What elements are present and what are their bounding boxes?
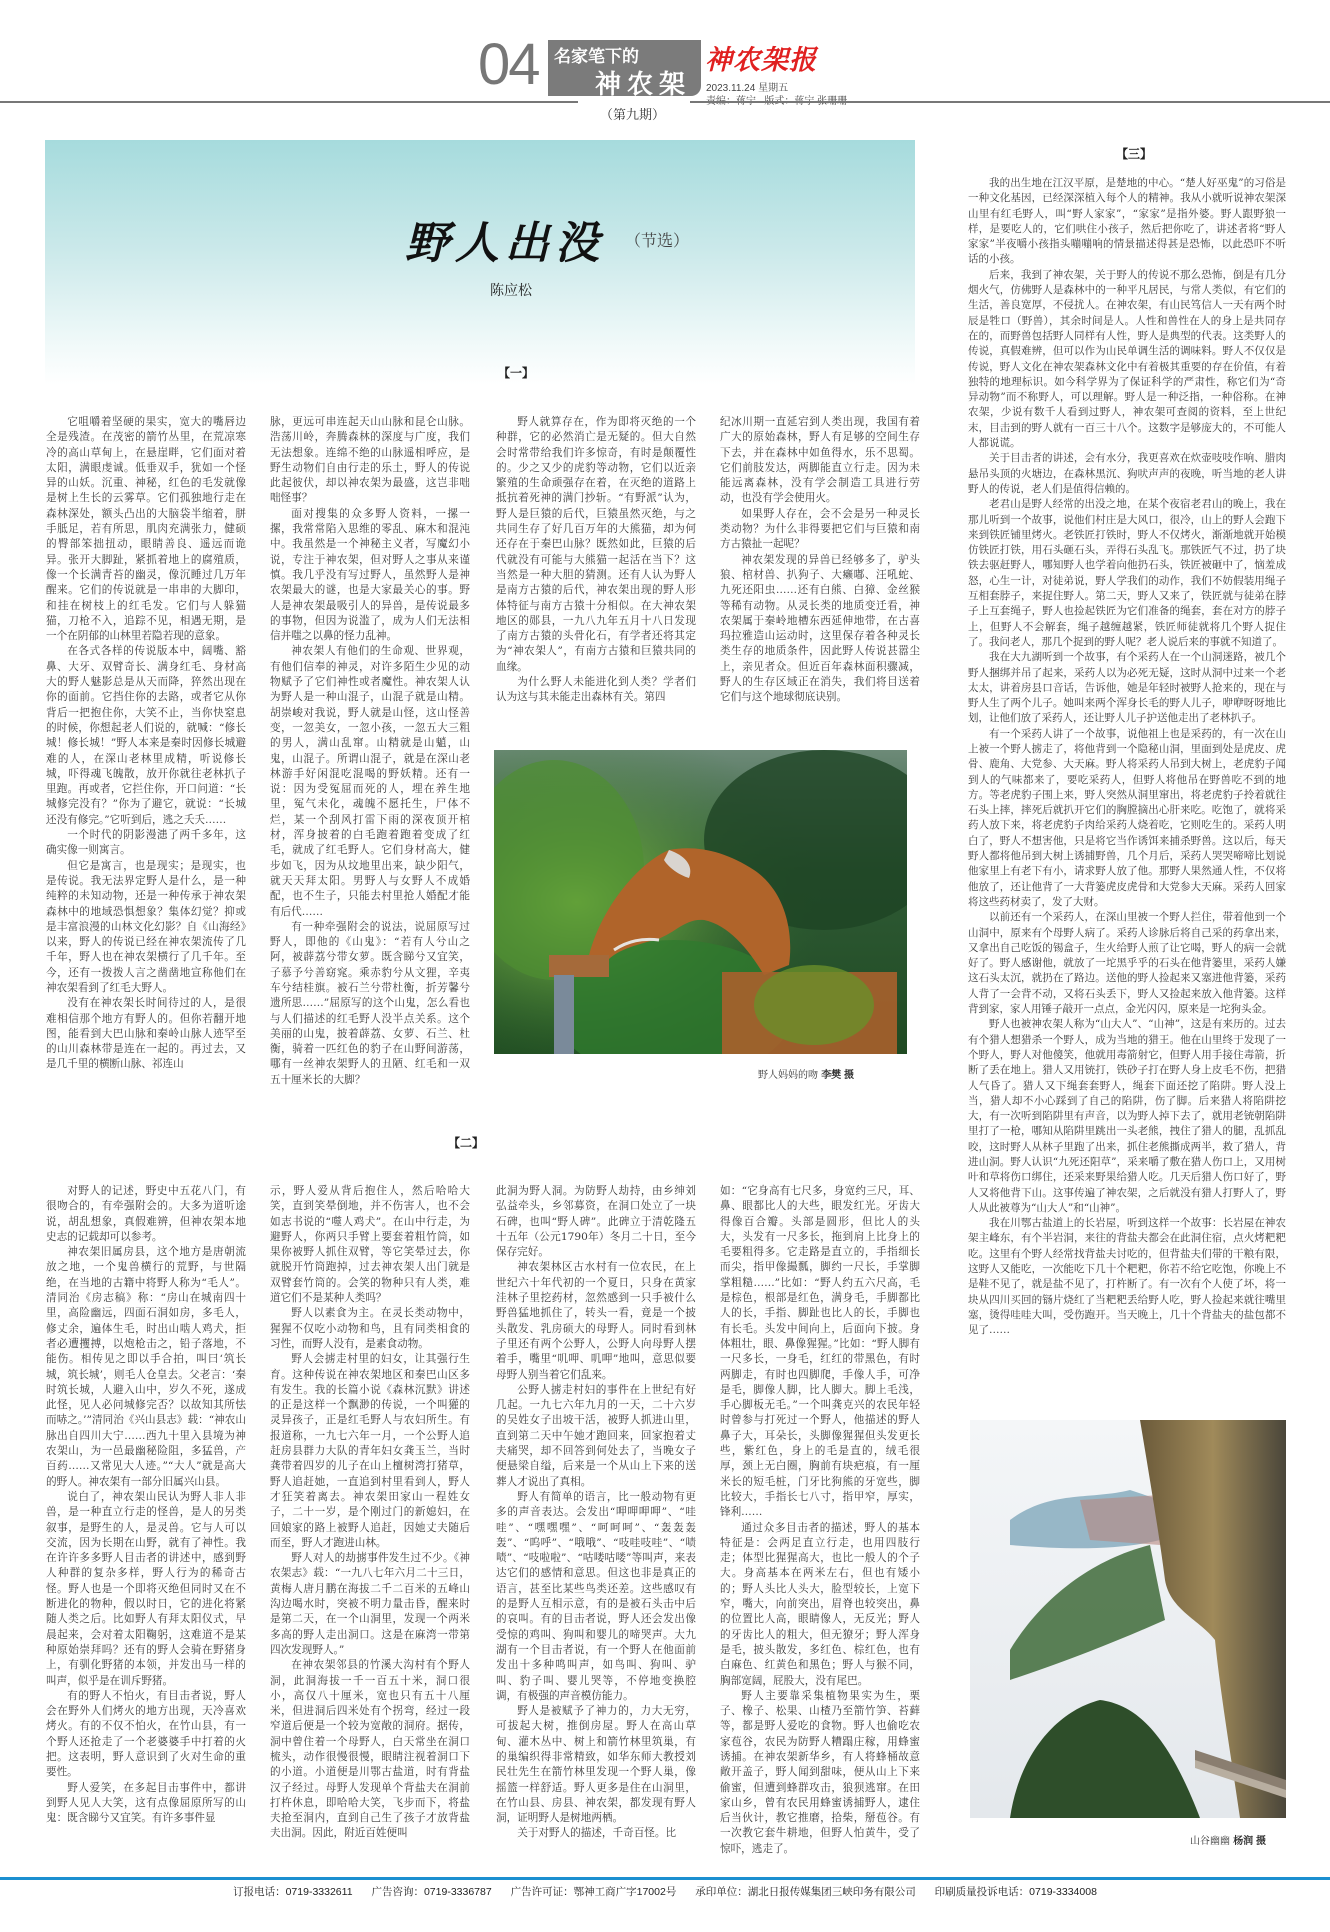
paragraph: 脉，更远可串连起天山山脉和昆仑山脉。浩荡川岭，奔腾森林的深度与广度，我们无法想象。连绵不绝的山脉遥相呼应，是野生动物们自由行走的乐土，野人的传说此起彼伏，却以神农架为最盛，这岂非咄咄怪事？ xyxy=(270,416,470,505)
footer-printer: 承印单位：湖北日报传媒集团三峡印务有限公司 xyxy=(695,1886,916,1898)
paragraph: 有一种牵强附会的说法，说屈原写过野人，即他的《山鬼》：“若有人兮山之阿，被薜荔兮带女萝。既含睇兮又宜笑，子慕予兮善窈窕。乘赤豹兮从文狸，辛夷车兮结桂旗。被石兰兮带杜衡，折芳馨兮遗所思……”屈原写的这个山鬼，怎么看也与人们描述的红毛野人没半点关系。这个美丽的山鬼，披着薜荔、女萝、石兰、杜衡，骑着一匹红色的豹子在山野间游荡，哪有一丝神农架野人的丑陋、红毛和一双五十厘米长的大脚？ xyxy=(270,920,470,1085)
paragraph: 神农架人有他们的生命观、世界观，有他们信奉的神灵，对许多陌生少见的动物赋予了它们神性或者魔性。神农架人认为野人是一种山混子，山混子就是山精。胡崇峻对我说，野人就是山怪，这山怪善变，一忽美女，一忽小孩，一忽五大三粗的男人，满山乱窜。山精就是山魈，山鬼，山混子。所谓山混子，就是在深山老林游手好闲混吃混喝的野妖精。还有一说：因为受冤屈而死的人，埋在养生地里，冤气未化，魂魄不愿托生，尸体不烂，某一个刮风打雷下雨的深夜顶开棺材，浑身披着的白毛跑着跑着变成了红毛，就成了红毛野人。它们身材高大，健步如飞，因为从坟地里出来，缺少阳气，就天天拜太阳。男野人与女野人不成婚配，也不生子，只能去村里抢人婚配才能有后代…… xyxy=(270,645,470,918)
paragraph: 野人有简单的语言，比一般动物有更多的声音表达。会发出“呷呷呷呷”、“哇哇”、“嘿嘿嘿”、“呵呵呵”、“轰轰轰轰”、“呜呼”、“哦哦”、“吱哇吱哇”、“啧啧”、“吱啦啦”、“咕喽咕喽”等叫声，来表达它们的感情和意思。但这也非是真正的语言，甚至比某些鸟类还差。这些感叹有的是野人互相示意，有的是被石头击中后的哀叫。有的目击者说，野人还会发出像受惊的鸡叫、狗叫和婴儿的啼哭声。大九湖有一个目击者说，有一个野人在他面前发出十多种鸣叫声，如鸟叫、狗叫、驴叫、豹子叫、婴儿哭等，不停地变换腔调，有极强的声音模仿能力。 xyxy=(496,1490,696,1702)
paragraph: 野人也被神农架人称为“山大人”、“山神”，这是有来历的。过去有个猎人想猎杀一个野人，成为当地的猎王。他在山里终于发现了一个野人，野人对他傻笑，他就用毒箭射它，但野人用手接住毒箭，折断了丢在地上。猎人又用铳打，铁砂子打在野人身上皮毛不伤，把猎人气昏了。猎人又下绳套套野人，绳套下面还挖了陷阱。野人没上当，猎人却不小心踩到了自己的陷阱，伤了脚。后来猎人将陷阱挖大，有一次听到陷阱里有声音，以为野人掉下去了，就用老铳朝陷阱里打了一枪，哪知从陷阱里跳出一头老熊，拽住了猎人的腿，乱抓乱咬，这时野人从林子里跑了出来，抓住老熊撕成两半，救了猎人，背进山洞。野人认识“九死还阳草”，采来嚼了敷在猎人伤口上，又用树叶和草将伤口绑住，还采来野果给猎人吃。几天后猎人伤口好了，野人又将他背下山。这事传遍了神农架，之后就没有猎人打野人了，野人从此被尊为“山大人”和“山神”。 xyxy=(968,1018,1286,1214)
paragraph: 示，野人爱从背后抱住人，然后哈哈大笑，直到笑晕倒地，并不伤害人，也不会如志书说的“噬人鸡犬”。在山中行走，为避野人，你两只手臂上要套着粗竹筒，如果你被野人抓住双臂，等它笑晕过去，你就脱开竹筒跑掉，过去神农架人出门就是双臂套竹筒的。会笑的物种只有人类，难道它们不是某种人类吗？ xyxy=(270,1185,470,1305)
photo1-caption xyxy=(758,1066,854,1081)
footer-ad-license: 广告许可证：鄂神工商广字17002号 xyxy=(510,1886,677,1898)
masthead-rule-left xyxy=(0,101,578,103)
paragraph: 神农架发现的异兽已经够多了，驴头狼、棺材兽、扒狗子、大癞嘟、汪吼蛇、九死还阳虫……还有白熊、白獐、金丝猴等稀有动物。从灵长类的地质变迁看，神农架属于秦岭地槽东西延伸地带，在古喜玛拉雅造山运动时，这里保存着各种灵长类生存的地质条件，因此野人传说甚嚣尘上，亲见者众。但近百年森林面积骤减，野人的生存区域正在消失，我们将目送着它们与这个地球彻底诀别。 xyxy=(720,553,920,704)
editor-line xyxy=(706,92,847,107)
article-author: 陈应松 xyxy=(490,282,532,298)
column-banner xyxy=(548,40,701,100)
footer-subscription: 订报电话：0719-3332611 xyxy=(233,1886,353,1898)
paragraph: 野人主要靠采集植物果实为生，栗子、橡子、松果、山楂乃至箭竹笋、苔藓等，都是野人爱吃的食物。野人也偷吃农家苞谷，农民为防野人糟蹋庄稼，用蜂蜜诱捕。在神农架新华乡，有人将蜂桶故意敞开盖子，野人闻到甜味，便从山上下来偷蜜，但遭到蜂群攻击，狼狈逃窜。在田家山乡，曾有农民用蜂蜜诱捕野人，逮住后当伙计，教它推磨，拾柴，掰苞谷。有一次教它套牛耕地，但野人怕黄牛，受了惊吓，逃走了。 xyxy=(720,1689,920,1855)
issue-number: （第九期） xyxy=(600,107,666,122)
paragraph: 关于对野人的描述，千奇百怪。比 xyxy=(517,1827,677,1840)
newspaper-logo: 神农架报 xyxy=(705,45,817,76)
section-3-label: 【三】 xyxy=(1116,147,1153,161)
section-1-column-a xyxy=(46,415,246,1085)
section-1-column-d xyxy=(720,415,920,705)
paragraph: 后来，我到了神农架，关于野人的传说不那么恐怖，倒是有几分烟火气，仿佛野人是森林中的一种平凡居民，与常人类似，有它们的生活，善良宽厚，不侵扰人。在神农架，有山民笃信人一天有两个时辰是牲口（野兽），其余时间是人。人性和兽性在人的身上是共同存在的，而野兽包括野人同样有人性，野人是典型的代表。这类野人的传说，真假难辨，但可以作为山民单调生活的调味料。野人不仅仅是传说，野人文化在神农架森林文化中有着极其重要的存在价值，有着独特的地理标识。如今科学界为了保证科学的严肃性，称它们为“奇异动物”而不称野人，可以理解。野人是一种泛指，一种俗称。在神农架，少说有数千人看到过野人，神农架可查阅的资料，至上世纪末，目击到的野人就有一百三十八个。这数字是够庞大的，不可能人人都说谎。 xyxy=(968,268,1286,450)
article-title-tag: （节选） xyxy=(625,233,690,250)
footer-complaint: 印刷质量投诉电话：0719-3334008 xyxy=(934,1886,1097,1898)
paragraph: 此洞为野人洞。为防野人劫持，由乡绅刘弘益牵头，乡邻募资，在洞口处立了一块石碑，也叫“野人碑”。此碑立于清乾隆五十五年（公元1790年）冬月二十日，至今保存完好。 xyxy=(496,1185,696,1259)
paragraph: 野人就算存在，作为即将灭绝的一个种群，它的必然消亡是无疑的。但大自然会时常带给我们许多惊奇，有时是颠覆性的。少之又少的虎豹等动物，它们以近亲繁殖的生命顽强存在着，在灭绝的道路上抵抗着死神的满门抄斩。“有野派”认为，野人是巨猿的后代，巨猿虽然灭绝，与之共同生存了好几百万年的大熊猫，却为何还存在于秦巴山脉？既然如此，巨猿的后代就没有可能与大熊猫一起活在当下？这当然是一种大胆的猜测。还有人认为野人是南方古猿的后代，神农架出现的野人形体特征与南方古猿十分相似。在大神农架地区的郧县，一九八九年五月十八日发现了南方古猿的头骨化石，有学者还将其定为“神农架人”，有南方古猿和巨猿共同的血缘。 xyxy=(496,416,696,673)
paragraph: 关于目击者的讲述，会有水分，我更喜欢在炊壶吱吱作响、腊肉悬吊头顶的火塘边，在森林黑沉、狗吠声声的夜晚，听当地的老人讲野人的传说，老人们是值得信赖的。 xyxy=(968,452,1286,495)
section-1-column-b xyxy=(270,415,470,1085)
paragraph: 我的出生地在江汉平原，是楚地的中心。“楚人好巫鬼”的习俗是一种文化基因，已经深深植入每个人的精神。我从小就听说神农架深山里有红毛野人，叫“野人家家”，“家家”是指外婆。野人跟野狼一样，是要吃人的，它们哄住小孩子，然后把你吃了，讲述者将“野人家家”半夜嚼小孩指头嘣嘣响的情景描述得甚是恐怖，以此恐吓不听话的小孩。 xyxy=(968,177,1286,266)
paragraph: 通过众多目击者的描述，野人的基本特征是：会两足直立行走，也用四肢行走；体型比猩猩高大，也比一般人的个子大。身高基本在两米左右，但也有矮小的；野人头比人头大，脸型较长，上宽下窄，嘴大，向前突出，眉脊也较突出，鼻的位置比人高，眼睛像人，无反光；野人的牙齿比人的粗大，但无獠牙；野人浑身是毛，披头散发，多红色、棕红色，也有白麻色、红黄色和黑色；野人与猴不同，胸部宽阔，屁股大，没有尾巴。 xyxy=(720,1521,920,1687)
paragraph: 神农架旧属房县，这个地方是唐朝流放之地，一个鬼兽横行的荒野，与世隔绝，在当地的古籍中将野人称为“毛人”。清同治《房志稿》称：“房山在城南四十里，高险幽远，四面石洞如房，多毛人，修丈余，遍体生毛，时出山啮人鸡犬，拒者必遭攫搏，以炮枪击之，铅子落地，不能伤。相传见之即以手合拍，叫曰‘筑长城，筑长城’，则毛人仓皇去。父老言：‘秦时筑长城，人避入山中，岁久不死，遂成此怪，见人必问城修完否？以故知其所怯而哧之。’”清同治《兴山县志》载：“神农山脉出自四川大宁……西九十里入县境为神农架山，为一邑最幽秘险阻，多猛兽，产百药……又常见大人迹。”“大人”就是高大的野人。神农架有一部分旧属兴山县。 xyxy=(46,1246,246,1488)
paragraph: 野人会掳走村里的妇女，让其强行生育。这种传说在神农架地区和秦巴山区多有发生。我的长篇小说《森林沉默》讲述的正是这样一个飘渺的传说，一个叫獾的灵异孩子，正是红毛野人与农妇所生。有报道称，一九七六年一月，一个公野人追赶房县群力大队的青年妇女龚玉兰，当时龚带着四岁的儿子在山上檀树湾打猪草，野人追赶她，一直追到村里看到人，野人才狂笑着离去。神农架田家山一程姓女子，二十一岁，是个刚过门的新媳妇，在回娘家的路上被野人追赶，因她丈夫随后而至，野人才跑进山林。 xyxy=(270,1353,470,1549)
paragraph: 有的野人不怕火，有目击者说，野人会在野外人们烤火的地方出现，天冷喜欢烤火。有的不仅不怕火，在竹山县，有一个野人还抢走了一个老婆婆手中打着的火把。这表明，野人意识到了火对生命的重要性。 xyxy=(46,1689,246,1779)
masthead xyxy=(0,0,1330,130)
section-1-label: 【一】 xyxy=(498,366,535,380)
paragraph: 老君山是野人经常的出没之地，在某个夜宿老君山的晚上，我在那儿听到一个故事，说他们村庄是大风口，很冷，山上的野人会跑下来到铁匠铺里烤火。老铁匠打铁时，野人不仅烤火，渐渐地就开始模仿铁匠打铁，用石头砸石头，弄得石头乱飞。那铁匠气不过，扔了块铁去驱赶野人，哪知野人也学着向他扔石头，铁匠被砸中了，恼羞成怒，心生一计，对徒弟说，野人学我们的动作，我们不妨假装用绳子互相套脖子，来捉住野人。第二天，野人又来了，铁匠就与徒弟在脖子上互套绳子，野人也捡起铁匠为它们准备的绳套，套在对方的脖子上，但野人不会解套，绳子越缠越紧，铁匠师徒就将几个野人捉住了。我问老人，那几个捉到的野人呢？老人说后来的事就不知道了。 xyxy=(968,498,1286,648)
paragraph: 没有在神农架长时间待过的人，是很难相信那个地方有野人的。但你若翻开地图，能看到大巴山脉和秦岭山脉人迹罕至的山川森林带是连在一起的。再过去，又是几千里的横断山脉、祁连山 xyxy=(46,997,246,1071)
photo2-caption-credit: 杨润 摄 xyxy=(1233,1836,1266,1847)
paragraph: 如：“它身高有七尺多，身宽约三尺，耳、鼻、眼都比人的大些，眼发红光。牙齿大得像百合瓣。头部是圆形，但比人的头大，头发有一尺多长，拖到肩上比身上的毛要粗得多。它走路是直立的，手指细长而尖，指甲像撮瓢，脚约一尺长，手掌脚掌粗糙……”比如：“野人约五六尺高，毛是棕色，根部是红色，满身毛，手脚都比人的长，手指、脚趾也比人的长，手脚也有长毛。头发中间向上，后面向下披。身体粗壮，眼、鼻像猩猩。”比如：“野人脚有一尺多长，一身毛，红红的带黑色，有时两脚走，有时也四脚爬，手像人手，可净是毛，脚像人脚，比人脚大。脚上毛浅，手心脚板无毛。”一个叫龚克兴的农民年轻时曾参与打死过一个野人，他描述的野人鼻子大，耳朵长，头脚像猩猩但头发更长些，紫红色，身上的毛是直的，绒毛很厚，颈上无白圈，胸前有块疤痕，有一厘米长的短毛桩，门牙比狗熊的牙宽些，脚比较大，手指长七八寸，指甲窄，厚实，锋利…… xyxy=(720,1185,920,1519)
paragraph: 在各式各样的传说版本中，阔嘴、豁鼻、大牙、双臂奇长、满身红毛、身材高大的野人魅影总是从天而降，猝然出现在你的面前。它挡住你的去路，或者它从你背后一把抱住你，大笑不止，当你快窒息的时候，你想起老人们说的，就喊：“修长城！修长城！”野人本来是秦时因修长城避难的人，在深山老林里成精，听说修长城，吓得魂飞魄散，放开你就往老林扒子里跑。再或者，它拦住你，开口问道：“长城修完没有？”你为了避它，就说：“长城还没有修完。”它听到后，逃之夭夭…… xyxy=(46,645,246,826)
photo1-caption-credit: 李樊 摄 xyxy=(821,1070,854,1081)
page-number: 04 xyxy=(478,32,539,97)
photo-misty-valley xyxy=(970,1420,1286,1818)
photo2-caption xyxy=(1190,1832,1266,1847)
paragraph: 野人以素食为主。在灵长类动物中，猩猩不仅吃小动物和鸟，且有同类相食的习性，而野人没有，是素食动物。 xyxy=(270,1307,470,1350)
paragraph: 如果野人存在，会不会是另一种灵长类动物？为什么非得要把它们与巨猿和南方古猿扯一起呢？ xyxy=(720,507,920,551)
section-2-column-c xyxy=(496,1184,696,1864)
footer-rule xyxy=(0,1877,1330,1880)
paragraph: 野人对人的劫掳事件发生过不少。《神农架志》载：“一九八七年六月二十三日，黄梅人唐月鹏在海拔二千二百米的五峰山沟边喝水时，突被不明力量击昏，醒来时是第二天，在一个山洞里，发现一个两米多高的野人走出洞口。这是在麻湾一带第四次发现野人。” xyxy=(270,1552,470,1656)
paragraph: 在神农架邻县的竹溪大沟村有个野人洞，此洞海拔一千一百五十米，洞口很小，高仅八十厘米，宽也只有五十八厘米，但进洞后四米处有个拐弯，经过一段窄道后便是一个较为宽敞的洞府。据传，洞中曾住着一个母野人，白天常坐在洞口梳头，动作很慢很慢，眼睛注视着洞口下的小道。小道便是川鄂古盐道，时有背盐汉子经过。母野人发现单个背盐夫在洞前打杵休息，即哈哈大笑，飞步而下，将盐夫抢至洞内，直到自己生了孩子才放背盐夫出洞。因此，附近百姓便叫 xyxy=(270,1659,470,1840)
paragraph: 对野人的记述，野史中五花八门，有很吻合的，有牵强附会的。大多为道听途说，胡乱想象，真假难辨，但神农架本地史志的记载却可以参考。 xyxy=(46,1185,246,1243)
photo2-caption-title: 山谷幽幽 xyxy=(1190,1836,1230,1847)
section-2-label: 【二】 xyxy=(448,1136,485,1150)
paragraph: 面对搜集的众多野人资料，一摞一摞，我常常陷入思维的零乱、麻木和混沌中。我虽然是一个神秘主义者，写魔幻小说，专注于神农架，但对野人之事从来谨慎。我几乎没有写过野人，虽然野人是神农架最大的谜，也是大家最关心的事。野人是神农架最吸引人的异兽，是传说最多的事物，但因为说滥了，成为人们无法相信并嗤之以鼻的怪力乱神。 xyxy=(270,507,470,643)
misty-cliff-image xyxy=(970,1420,1286,1818)
forest-sculpture-image xyxy=(494,750,907,1054)
column-banner-line1: 名家笔下的 xyxy=(554,47,639,67)
paragraph: 为什么野人未能进化到人类？学者们认为这与其未能走出森林有关。第四 xyxy=(496,676,696,704)
photo-wildman-sculpture xyxy=(494,750,907,1054)
paragraph: 说白了，神农架山民认为野人非人非兽，是一种直立行走的怪兽，是人的另类叙事，是野生的人，是灵兽。它与人可以交流，因为长期在山野，就有了神性。我在许许多多野人目击者的讲述中，感到野人种群的复杂多样，野人行为的稀奇古怪。野人也是一个即将灭绝但同时又在不断进化的物种，假以时日，它的进化将紧随人类之后。比如野人有拜太阳仪式，早晨起来，会对着太阳鞠躬，这难道不是某种原始崇拜吗？还有的野人会骑在野猪身上，有驯化野猪的本领，并发出马一样的叫声，似乎是在训斥野猪。 xyxy=(46,1490,246,1687)
paragraph: 但它是寓言，也是现实；是现实，也是传说。我无法界定野人是什么，是一种纯粹的未知动物，还是一种传承于神农架森林中的地域恐惧想象？集体幻觉？抑或是丰富浪漫的山林文化幻影？自《山海经》以来，野人的传说已经在神农架流传了几千年，野人也在神农架横行了几千年。至今，还有一拨拨人言之凿凿地宣称他们在神农架看到了红毛大野人。 xyxy=(46,859,246,994)
column-banner-line2: 神农架 xyxy=(594,70,691,100)
publish-date: 2023.11.24 xyxy=(706,83,756,94)
section-2-column-b xyxy=(270,1184,470,1864)
paragraph: 纪冰川期一直延宕到人类出现，我国有着广大的原始森林，野人有足够的空间生存下去，并在森林中如鱼得水，乐不思蜀。它们前肢发达，两脚能直立行走。因为未能远离森林，没有学会制造工具进行劳动，也没有学会使用火。 xyxy=(720,416,920,505)
publish-weekday: 星期五 xyxy=(758,83,789,94)
paragraph: 野人是被赋予了神力的，力大无穷，可拔起大树，推倒房屋。野人在高山草甸、灌木丛中、树上和箭竹林里筑巢，有的巢编织得非常精致，如华东师大教授刘民壮先生在箭竹林里发现一个野人巢，像摇篮一样舒适。野人更多是住在山洞里，在竹山县、房县、神农架，都发现有野人洞，证明野人是树地两栖。 xyxy=(496,1705,696,1825)
paragraph: 野人爱笑，在多起目击事件中，都讲到野人见人大笑，这有点像屈原所写的山鬼：既含睇兮又宜笑。有许多事件显 xyxy=(46,1781,246,1825)
paragraph: 它咀嚼着坚硬的果实，宽大的嘴唇边全是残渣。在茂密的箭竹丛里，在荒凉寒冷的高山草甸上，在悬崖畔，它们面对着太阳，满眼虔诚。低垂双手，犹如一个怪异的山妖。沉重、神秘，红色的毛发就像是树上生长的云雾草。它们孤独地行走在森林深处，额头凸出的大脑袋半缩着，胼手胝足，若有所思，肌肉充满张力，健硕的臀部笨拙扭动，眼睛善良、遥远而诡异。张开大脚趾，紧抓着地上的腐殖质，像一个长满青苔的幽灵，像沉睡过几万年醒来。它们的传说就是一串串的大脚印，和挂在树枝上的红毛发。它们与人躲猫猫，刀枪不入，追踪不见，相遇无期，是一个在阴郁的山林里若隐若现的意象。 xyxy=(46,416,246,643)
masthead-rule-right xyxy=(690,101,1330,103)
section-3-column xyxy=(968,176,1286,1398)
paragraph: 公野人掳走村妇的事件在上世纪有好几起。一九七六年九月的一天，二十六岁的吴姓女子出坡干活，被野人抓进山里，直到第二天中午她才跑回来，回家抱着丈夫痛哭，却不回答到何处去了，当晚女子便悬梁自缢，后来是一个从山上下来的送葬人才说出了真相。 xyxy=(496,1383,696,1488)
paragraph: 有一个采药人讲了一个故事，说他祖上也是采药的，有一次在山上被一个野人掳走了，将他背到一个隐秘山洞，里面到处是虎皮、虎骨、鹿角、大党参、大天麻。野人将采药人吊到大树上，老虎豹子闻到人的气味都来了，要吃采药人，但野人将他吊在野兽吃不到的地方。等老虎豹子围上来，野人突然从洞里窜出，将老虎豹子拎着就往石头上摔，摔死后就扒开它们的胸膛摘出心肝来吃。吃饱了，就将采药人放下来，将老虎豹子肉给采药人烧着吃，它则吃生的。采药人明白了，野人不想害他，只是将它当作诱饵来捕杀野兽。这以后，每天野人都将他吊到大树上诱捕野兽，几个月后，采药人哭哭啼啼比划说他家里上有老下有小，请求野人放了他。那野人果然通人性，不仅将他放了，还让他背了一大背篓虎皮虎骨和大党参大天麻。采药人回家将这些药材卖了，发了大财。 xyxy=(968,727,1286,908)
footer-ad-inquiry: 广告咨询：0719-3336787 xyxy=(371,1886,492,1898)
paragraph: 我在川鄂古盐道上的长岩屋，听到这样一个故事：长岩屋在神农架主峰东，有个半岩洞，来往的背盐夫都会在此洞住宿，点火烤粑粑吃。这里有个野人经常找背盐夫讨吃的，但背盐夫们带的干粮有限，这野人又能吃，一次能吃下几十个粑粑，你若不给它吃饱，你晚上不是鞋不见了，就是盐不见了，打杵断了。有一次有个人使了坏，将一块从四川买回的铴片烧红了当粑粑丢给野人吃，野人捡起来就往嘴里塞，烫得哇哇大叫，受伤跑开。当天晚上，几十个背盐夫的盐包都不见了…… xyxy=(968,1217,1286,1337)
paragraph: 神农架林区古水村有一位农民，在上世纪六十年代初的一个夏日，只身在黄家洼林子里挖药材，忽然感到一只手被什么野兽猛地抓住了，转头一看，竟是一个披头散发、乳房硕大的母野人。同时看到林子里还有两个公野人，公野人向母野人摆着手，嘴里“叽呷、叽呷”地叫，意思似要母野人别当着它们乱来。 xyxy=(496,1261,696,1381)
section-1-column-c xyxy=(496,415,696,705)
paragraph: 我在大九湖听到一个故事，有个采药人在一个山洞迷路，被几个野人捆绑并吊了起来，采药人以为必死无疑，这时从洞中过来一个老太太，讲着房县口音话，告诉他，她是年轻时被野人抢来的，现在与野人生了两个儿子。她叫来两个浑身长毛的野人儿子，咿咿呀呀地比划，让他们放了采药人，还让野人儿子护送他走出了老林扒子。 xyxy=(968,651,1286,725)
article-title: 野人出没 xyxy=(405,218,605,269)
photo1-caption-title: 野人妈妈的吻 xyxy=(758,1070,818,1081)
section-2-column-a xyxy=(46,1184,246,1864)
footer xyxy=(0,1884,1330,1899)
article-title-block xyxy=(45,140,915,385)
paragraph: 以前还有一个采药人，在深山里被一个野人拦住，带着他到一个山洞中，原来有个母野人病了。采药人诊脉后将自己采的药拿出来，又拿出自己吃饭的锡盒子，生火给野人煎了让它喝，野人的病一会就好了。野人感谢他，就放了一坨黑乎乎的石头在他背篓里，采药人嫌这石头太沉，就扔在了路边。送他的野人捡起来又塞进他背篓，采药人背了一会背不动，又将石头丢下，野人又捡起来放入他背篓。这样背到家，家人用锤子敲开一点点，金光闪闪，原来是一坨狗头金。 xyxy=(968,911,1286,1016)
section-2-column-d xyxy=(720,1184,920,1864)
paragraph: 一个时代的阴影漫漶了两千多年，这确实像一则寓言。 xyxy=(46,829,246,857)
